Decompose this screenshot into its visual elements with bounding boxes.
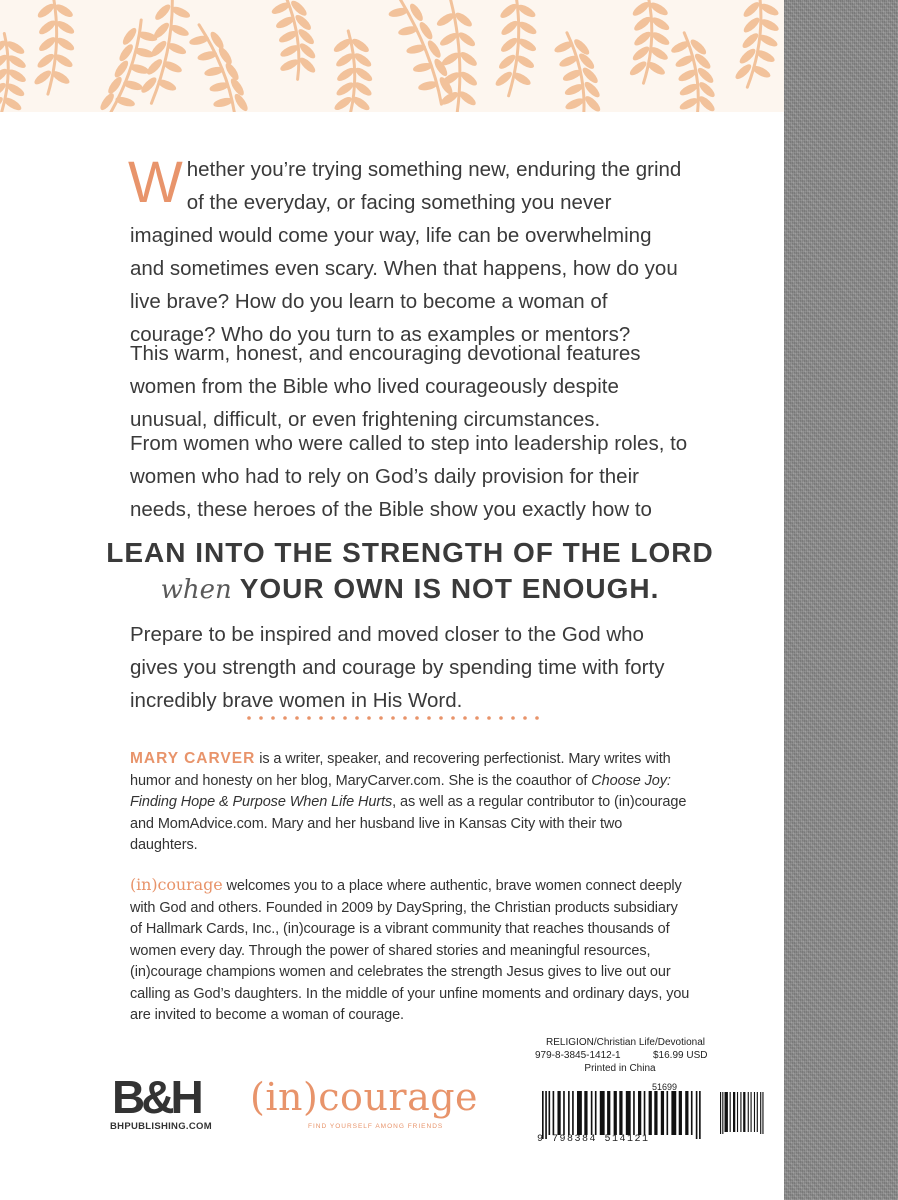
leaf-sprig [733, 0, 780, 87]
author-bio [130, 748, 690, 857]
barcode-bar [568, 1091, 570, 1135]
leaf-sprig [270, 0, 317, 79]
barcode-bar [743, 1092, 745, 1132]
leaf-pattern-band [0, 0, 784, 112]
bh-logo-mark: B&H [112, 1071, 200, 1123]
headline-script-word: when [160, 575, 232, 605]
barcode-bar [591, 1091, 593, 1135]
barcode-bar [557, 1091, 560, 1135]
divider-dot [475, 716, 479, 720]
barcode-bar [633, 1091, 635, 1135]
author-bio-text-1: is a writer, speaker, and recovering perfectionist. Mary writes with humor and honesty on her blog, MaryCarver.com. She is the coauthor of [130, 751, 671, 789]
divider-dot [403, 716, 407, 720]
barcode-bar [654, 1091, 657, 1135]
barcode-bar [542, 1091, 544, 1139]
barcode-bar [644, 1091, 646, 1135]
barcode-bar [563, 1091, 565, 1135]
brand-bio [130, 874, 690, 1027]
retail-price: $16.99 USD [653, 1050, 708, 1061]
divider-dot [451, 716, 455, 720]
barcode-bar [595, 1091, 597, 1135]
divider-dot [523, 716, 527, 720]
divider-dot [499, 716, 503, 720]
leaf-sprig [188, 25, 250, 112]
isbn-number: 979-8-3845-1412-1 [535, 1050, 621, 1061]
incourage-logo [250, 1075, 490, 1135]
barcode-bar [671, 1091, 676, 1135]
divider-dot [307, 716, 311, 720]
barcode-bar [619, 1091, 622, 1135]
barcode-bar [667, 1091, 669, 1135]
barcode-bar [649, 1091, 652, 1135]
barcode-bar [757, 1092, 758, 1132]
barcode-bar [740, 1092, 741, 1132]
leaf-sprig [32, 0, 76, 94]
divider-dot [259, 716, 263, 720]
divider-dot [463, 716, 467, 720]
price-code: 51699 [652, 1082, 678, 1092]
divider-dot [283, 716, 287, 720]
retail-info [535, 1036, 775, 1075]
divider-dot [439, 716, 443, 720]
coauthored-book-title: Choose Joy: Finding Hope & Purpose When Life Hurts [130, 772, 671, 810]
divider-dot [427, 716, 431, 720]
barcode-bar [699, 1091, 701, 1139]
intro-paragraph [128, 150, 690, 351]
barcode-bar [545, 1091, 547, 1139]
barcode-bar [661, 1091, 664, 1135]
leaf-sprig [0, 34, 28, 112]
headline-line-1: LEAN INTO THE STRENGTH OF THE LORD [106, 537, 714, 568]
barcode-bar [733, 1092, 735, 1132]
bisac-category: RELIGION/Christian Life/Devotional [546, 1037, 705, 1048]
barcode-bar [725, 1092, 728, 1132]
barcode-bar [691, 1091, 693, 1135]
divider-dot [535, 716, 539, 720]
divider-dot [247, 716, 251, 720]
barcode-bar [696, 1091, 698, 1139]
barcode-bar [577, 1091, 582, 1135]
divider-dot [379, 716, 383, 720]
devotional-description: This warm, honest, and encouraging devotional features women from the Bible who lived courageously despite unusual, difficult, or even frightening circumstances. [130, 342, 641, 431]
divider-dot [391, 716, 395, 720]
bh-publishing-logo [110, 1071, 220, 1135]
headline-line-2 [50, 573, 770, 605]
divider-dot [415, 716, 419, 720]
drop-cap: W [128, 150, 183, 215]
price-barcode [718, 1092, 773, 1134]
author-name: MARY CARVER [130, 750, 256, 767]
headline-line-2-text: YOUR OWN IS NOT ENOUGH. [239, 573, 660, 604]
barcode-bar [679, 1091, 682, 1135]
divider-dot [271, 716, 275, 720]
divider-dot [319, 716, 323, 720]
barcode-digits: 9 798384 514121 [537, 1134, 650, 1145]
leaf-sprig [628, 0, 671, 83]
barcode-bar [762, 1092, 763, 1134]
intro-paragraph-text: hether you’re trying something new, enduring the grind of the everyday, or facing something you never imagined would come your way, life can be overwhelming and sometimes even scary. When that happens, how do you live brave? How do you learn to become a woman of courage? Who do you turn to as examples or mentors? [130, 158, 682, 346]
leaf-sprig [435, 0, 479, 112]
leaf-sprig [98, 20, 158, 112]
barcode-bar [722, 1092, 723, 1134]
barcode-bar [626, 1091, 631, 1135]
publisher-website: BHPUBLISHING.COM [110, 1121, 212, 1132]
closing-paragraph: Prepare to be inspired and moved closer to the God who gives you strength and courage by spending time with forty incredibly brave women in His Word. [130, 623, 665, 712]
brand-bio-text: welcomes you to a place where authentic, brave women connect deeply with God and others. Founded in 2009 by DaySpring, the Christian products subsidiary of Hallmark Cards, Inc., (in)courage is a vibrant community that reaches thousands of women every day. Through the power of shared stories and meaningful resources, (in)courage champions women and celebrates the strength Jesus gives to live out our calling as God’s daughters. In the middle of your unfine moments and ordinary days, you are invited to become a woman of courage. [130, 878, 690, 1023]
barcode-bar [600, 1091, 605, 1135]
barcode-bar [638, 1091, 641, 1135]
incourage-tagline: FIND YOURSELF AMONG FRIENDS [308, 1123, 444, 1130]
divider-dot [331, 716, 335, 720]
barcode-bar [549, 1091, 551, 1135]
incourage-wordmark: (in)courage [250, 1075, 479, 1119]
dotted-divider [245, 714, 545, 722]
divider-dot [295, 716, 299, 720]
heroes-paragraph: From women who were called to step into leadership roles, to women who had to rely on God’s daily provision for their needs, these heroes of the Bible show you exactly how to [130, 432, 688, 521]
leaf-sprig [670, 33, 717, 112]
barcode-bar [760, 1092, 761, 1134]
leaf-sprig [553, 33, 603, 112]
divider-dot [343, 716, 347, 720]
barcode-bar [754, 1092, 755, 1132]
brand-name: (in)courage [130, 875, 223, 894]
printed-in: Printed in China [584, 1063, 656, 1074]
divider-dot [355, 716, 359, 720]
leaf-sprig [332, 31, 374, 112]
barcode-bar [572, 1091, 574, 1135]
fabric-spine [784, 0, 898, 1200]
barcode-bar [584, 1091, 587, 1135]
barcode-bar [748, 1092, 749, 1132]
barcode-bar [720, 1092, 721, 1134]
author-bio-text-2: , as well as a regular contributor to (in)courage and MomAdvice.com. Mary and her husband live in Kansas City with their two daughters. [130, 794, 687, 853]
barcode-bar [730, 1092, 731, 1132]
barcode-bar [751, 1092, 752, 1132]
divider-dot [511, 716, 515, 720]
barcode-bar [607, 1091, 610, 1135]
leaf-sprig [494, 0, 539, 96]
barcode-bar [737, 1092, 738, 1132]
barcode-bar [553, 1091, 555, 1135]
divider-dot [487, 716, 491, 720]
isbn-price-row [535, 1049, 775, 1062]
divider-dot [367, 716, 371, 720]
barcode-bar [614, 1091, 617, 1135]
barcode-bar [685, 1091, 688, 1135]
